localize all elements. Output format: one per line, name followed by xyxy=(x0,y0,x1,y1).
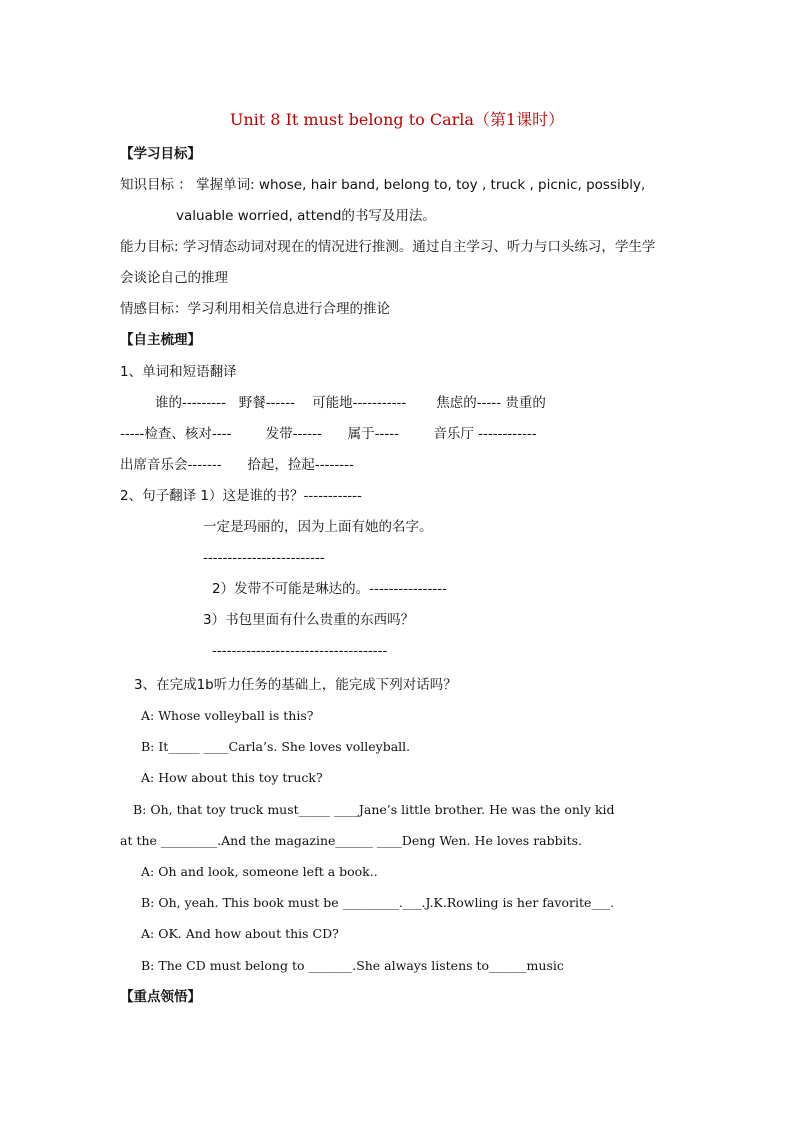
knowledge-goal-line-2: valuable worried, attend的书写及用法。 xyxy=(176,208,436,224)
part2-answer-line-1: ------------------------- xyxy=(203,550,325,566)
vocab-row-2: -----检查、核对---- 发带------ 属于----- 音乐厅 ------------ xyxy=(120,426,537,442)
dialogue-line-9: B: The CD must belong to _______.She always listens to______music xyxy=(141,958,564,973)
dialogue-line-6: A: Oh and look, someone left a book.. xyxy=(141,864,378,879)
dialogue-line-1: A: Whose volleyball is this? xyxy=(141,708,314,723)
dialogue-line-7: B: Oh, yeah. This book must be _________.___.J.K.Rowling is her favorite___. xyxy=(141,895,615,910)
section-header-goals: 【学习目标】 xyxy=(120,146,201,162)
emotion-goal: 情感目标：学习利用相关信息进行合理的推论 xyxy=(120,301,390,317)
vocab-row-1: 谁的--------- 野餐------ 可能地----------- 焦虑的----- 贵重的 xyxy=(155,395,546,411)
part2-line-5: 3）书包里面有什么贵重的东西吗？ xyxy=(203,612,415,628)
section-header-self-study: 【自主梳理】 xyxy=(120,332,201,348)
ability-goal-line-1: 能力目标: 学习情态动词对现在的情况进行推测。通过自主学习、听力与口头练习，学生学 xyxy=(120,239,656,255)
dialogue-line-5: at the _________.And the magazine______ ____Deng Wen. He loves rabbits. xyxy=(120,833,583,848)
knowledge-goal-line-1: 知识目标 ： 掌握单词: whose, hair band, belong to, toy , truck , picnic, possibly, xyxy=(120,177,646,193)
dialogue-line-2: B: It_____ ____Carla’s. She loves volleyball. xyxy=(141,739,411,754)
section-header-key-points: 【重点领悟】 xyxy=(120,989,201,1005)
ability-goal-line-2: 会谈论自己的推理 xyxy=(120,270,228,286)
part2-answer-line-2: ------------------------------------ xyxy=(212,643,388,659)
part2-line-2: 一定是玛丽的，因为上面有她的名字。 xyxy=(203,519,433,535)
dialogue-line-3: A: How about this toy truck? xyxy=(141,770,323,785)
vocab-row-3: 出席音乐会------- 拾起，捡起-------- xyxy=(120,457,354,473)
part3-heading: 3、在完成1b听力任务的基础上，能完成下列对话吗？ xyxy=(134,677,457,693)
page-title: Unit 8 It must belong to Carla（第1课时） xyxy=(229,110,565,129)
dialogue-line-4: B: Oh, that toy truck must_____ ____Jane’s little brother. He was the only kid xyxy=(133,802,615,817)
part2-line-4: 2）发带不可能是琳达的。---------------- xyxy=(212,581,448,597)
part2-line-1: 2、句子翻译 1）这是谁的书？------------ xyxy=(120,488,362,504)
dialogue-line-8: A: OK. And how about this CD? xyxy=(141,926,339,941)
part1-heading: 1、单词和短语翻译 xyxy=(120,364,237,380)
